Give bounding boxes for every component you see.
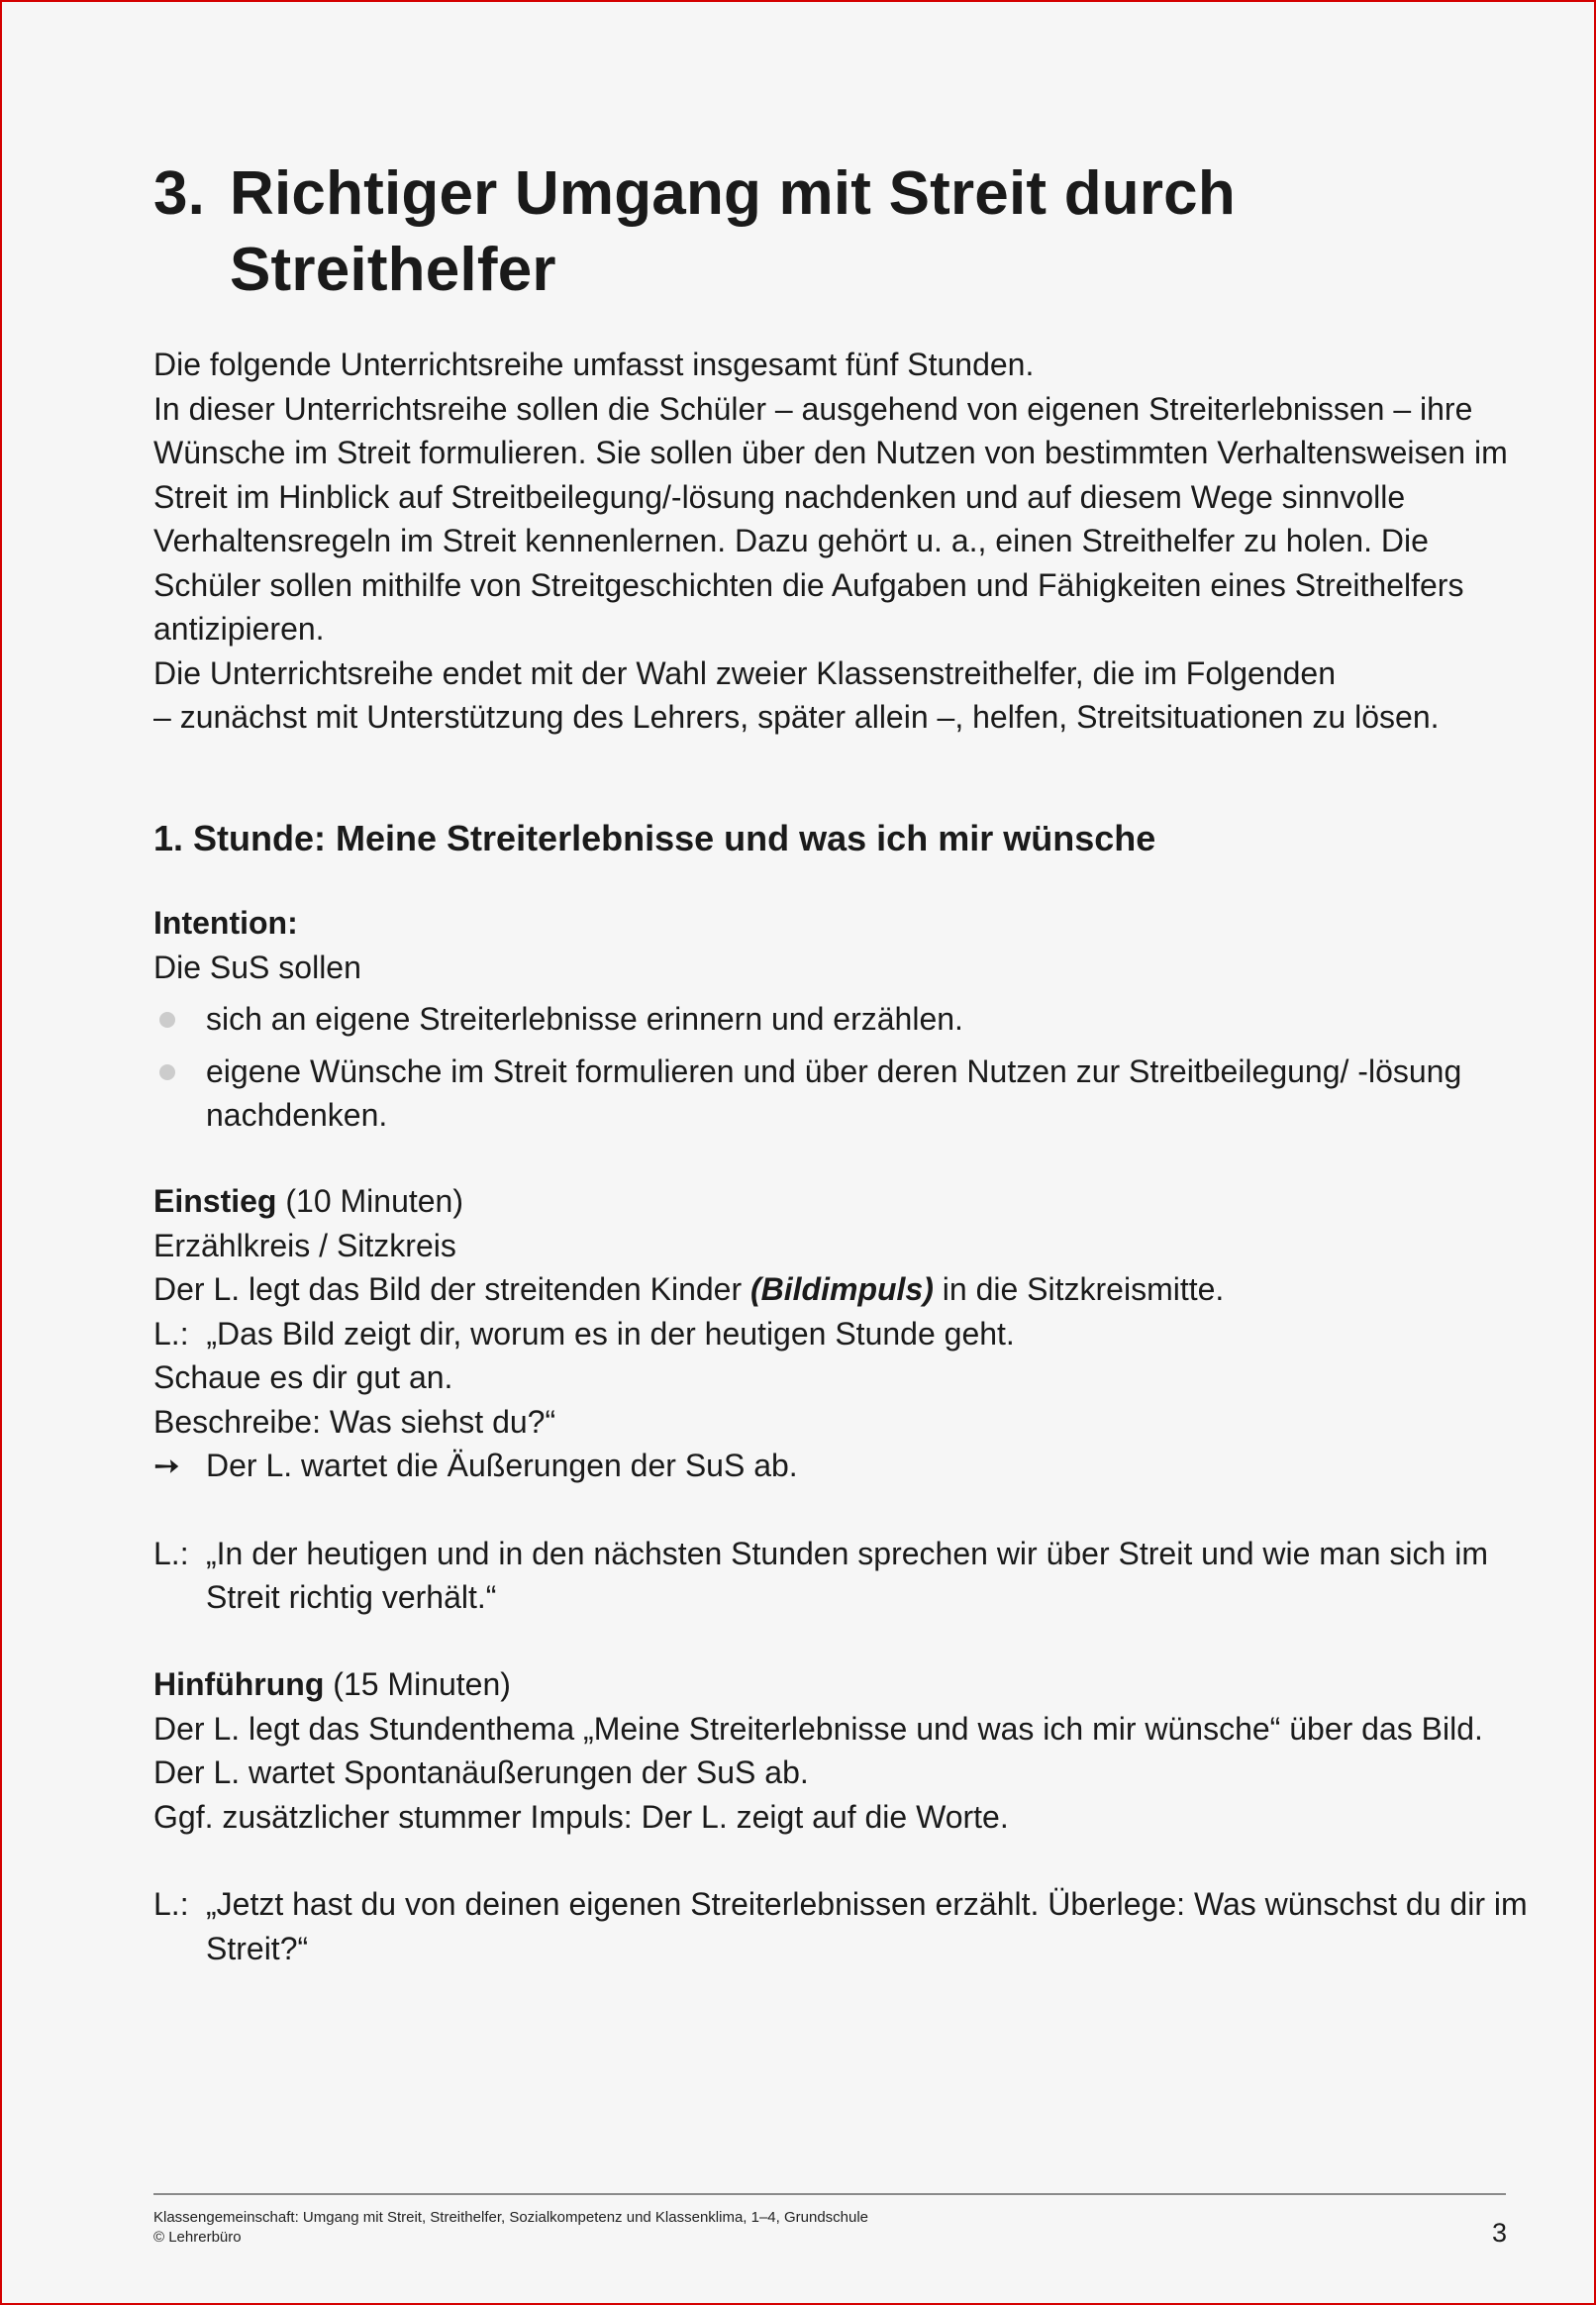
footer <box>153 2208 868 2248</box>
arrow-right-icon: ➙ <box>153 1448 180 1483</box>
intro-section <box>153 343 1520 740</box>
einstieg-section <box>153 1179 1520 1620</box>
teacher-quote-text: „Jetzt hast du von deinen eigenen Streiterlebnissen erzählt. Überlege: Was wünschst du dir im Streit?“ <box>206 1886 1528 1966</box>
title-line-1: Richtiger Umgang mit Streit durch <box>230 159 1236 228</box>
intention-section <box>153 901 1520 1138</box>
bullet-dot-icon <box>159 1064 175 1080</box>
teacher-quote-line: Schaue es dir gut an. <box>153 1359 453 1395</box>
intro-paragraph-4: – zunächst mit Unterstützung des Lehrers, später allein –, helfen, Streitsituationen zu lösen. <box>153 699 1440 735</box>
footer-divider <box>153 2193 1506 2195</box>
page-number: 3 <box>1491 2218 1507 2248</box>
intention-bullet-text: eigene Wünsche im Streit formulieren und über deren Nutzen zur Streitbeilegung/ -lösung nachdenken. <box>206 1052 1462 1133</box>
page-title <box>153 155 1342 308</box>
teacher-quote-line: Beschreibe: Was siehst du?“ <box>153 1403 556 1440</box>
arrow-note-text: Der L. wartet die Äußerungen der SuS ab. <box>206 1448 798 1483</box>
intention-bullet <box>153 997 1520 1042</box>
teacher-quote-line <box>153 1312 1520 1356</box>
intro-paragraph-1: Die folgende Unterrichtsreihe umfasst insgesamt fünf Stunden. <box>153 347 1035 382</box>
hinfuehrung-label: Hinführung <box>153 1666 325 1702</box>
title-line-2: Streithelfer <box>230 236 556 304</box>
teacher-label: L.: <box>153 1315 189 1352</box>
hinfuehrung-duration: (15 Minuten) <box>333 1666 511 1702</box>
hinfuehrung-line: Der L. wartet Spontanäußerungen der SuS ab. <box>153 1754 809 1790</box>
hinfuehrung-line: Der L. legt das Stundenthema „Meine Streiterlebnisse und was ich mir wünsche“ über das Bild. <box>153 1710 1483 1747</box>
intention-lead: Die SuS sollen <box>153 949 361 985</box>
einstieg-duration: (10 Minuten) <box>285 1183 463 1219</box>
hinfuehrung-line: Ggf. zusätzlicher stummer Impuls: Der L. zeigt auf die Worte. <box>153 1798 1009 1835</box>
teacher-quote <box>153 1882 1533 1970</box>
intention-bullet-text: sich an eigene Streiterlebnisse erinnern und erzählen. <box>206 1001 963 1037</box>
teacher-quote <box>153 1532 1533 1620</box>
intro-paragraph-2: In dieser Unterrichtsreihe sollen die Schüler – ausgehend von eigenen Streiterlebnissen – ihre Wünsche im Streit formulieren. Sie sollen über den Nutzen von bestimmten Verhaltensweisen im Streit im Hinblick auf Streitbeilegung/-lösung nachdenken und auf diesem Wege sinnvolle Verhaltensregeln im Streit kennenlernen. Dazu gehört u. a., einen Streithelfer zu holen. Die Schüler sollen mithilfe von Streitgeschichten die Aufgaben und Fähigkeiten eines Streithelfers antizipieren. <box>153 390 1508 647</box>
bildimpuls-emphasis: (Bildimpuls) <box>750 1271 934 1307</box>
intro-paragraph-3: Die Unterrichtsreihe endet mit der Wahl zweier Klassenstreithelfer, die im Folgenden <box>153 654 1337 691</box>
intention-label: Intention: <box>153 905 298 941</box>
einstieg-instruction-start: Der L. legt das Bild der streitenden Kinder <box>153 1271 750 1307</box>
hinfuehrung-heading <box>153 1662 1520 1707</box>
einstieg-setting: Erzählkreis / Sitzkreis <box>153 1227 456 1263</box>
teacher-label: L.: <box>153 1535 189 1571</box>
bullet-dot-icon <box>159 1012 175 1028</box>
einstieg-heading <box>153 1179 1520 1224</box>
teacher-quote-text: „Das Bild zeigt dir, worum es in der heutigen Stunde geht. <box>206 1315 1015 1352</box>
einstieg-instruction <box>153 1267 1520 1312</box>
teacher-label: L.: <box>153 1886 189 1922</box>
einstieg-instruction-end: in die Sitzkreismitte. <box>933 1271 1225 1307</box>
lesson-heading: 1. Stunde: Meine Streiterlebnisse und was ich mir wünsche <box>153 818 1156 858</box>
hinfuehrung-section <box>153 1662 1528 1970</box>
intention-bullet <box>153 1050 1533 1138</box>
title-number: 3. <box>153 159 206 228</box>
footer-source: Klassengemeinschaft: Umgang mit Streit, Streithelfer, Sozialkompetenz und Klassenklima, 1–4, Grundschule <box>153 2209 869 2226</box>
footer-copyright: © Lehrerbüro <box>153 2229 242 2246</box>
einstieg-label: Einstieg <box>153 1183 277 1219</box>
arrow-note <box>153 1444 1520 1488</box>
teacher-quote-text: „In der heutigen und in den nächsten Stunden sprechen wir über Streit und wie man sich im Streit richtig verhält.“ <box>206 1535 1488 1615</box>
